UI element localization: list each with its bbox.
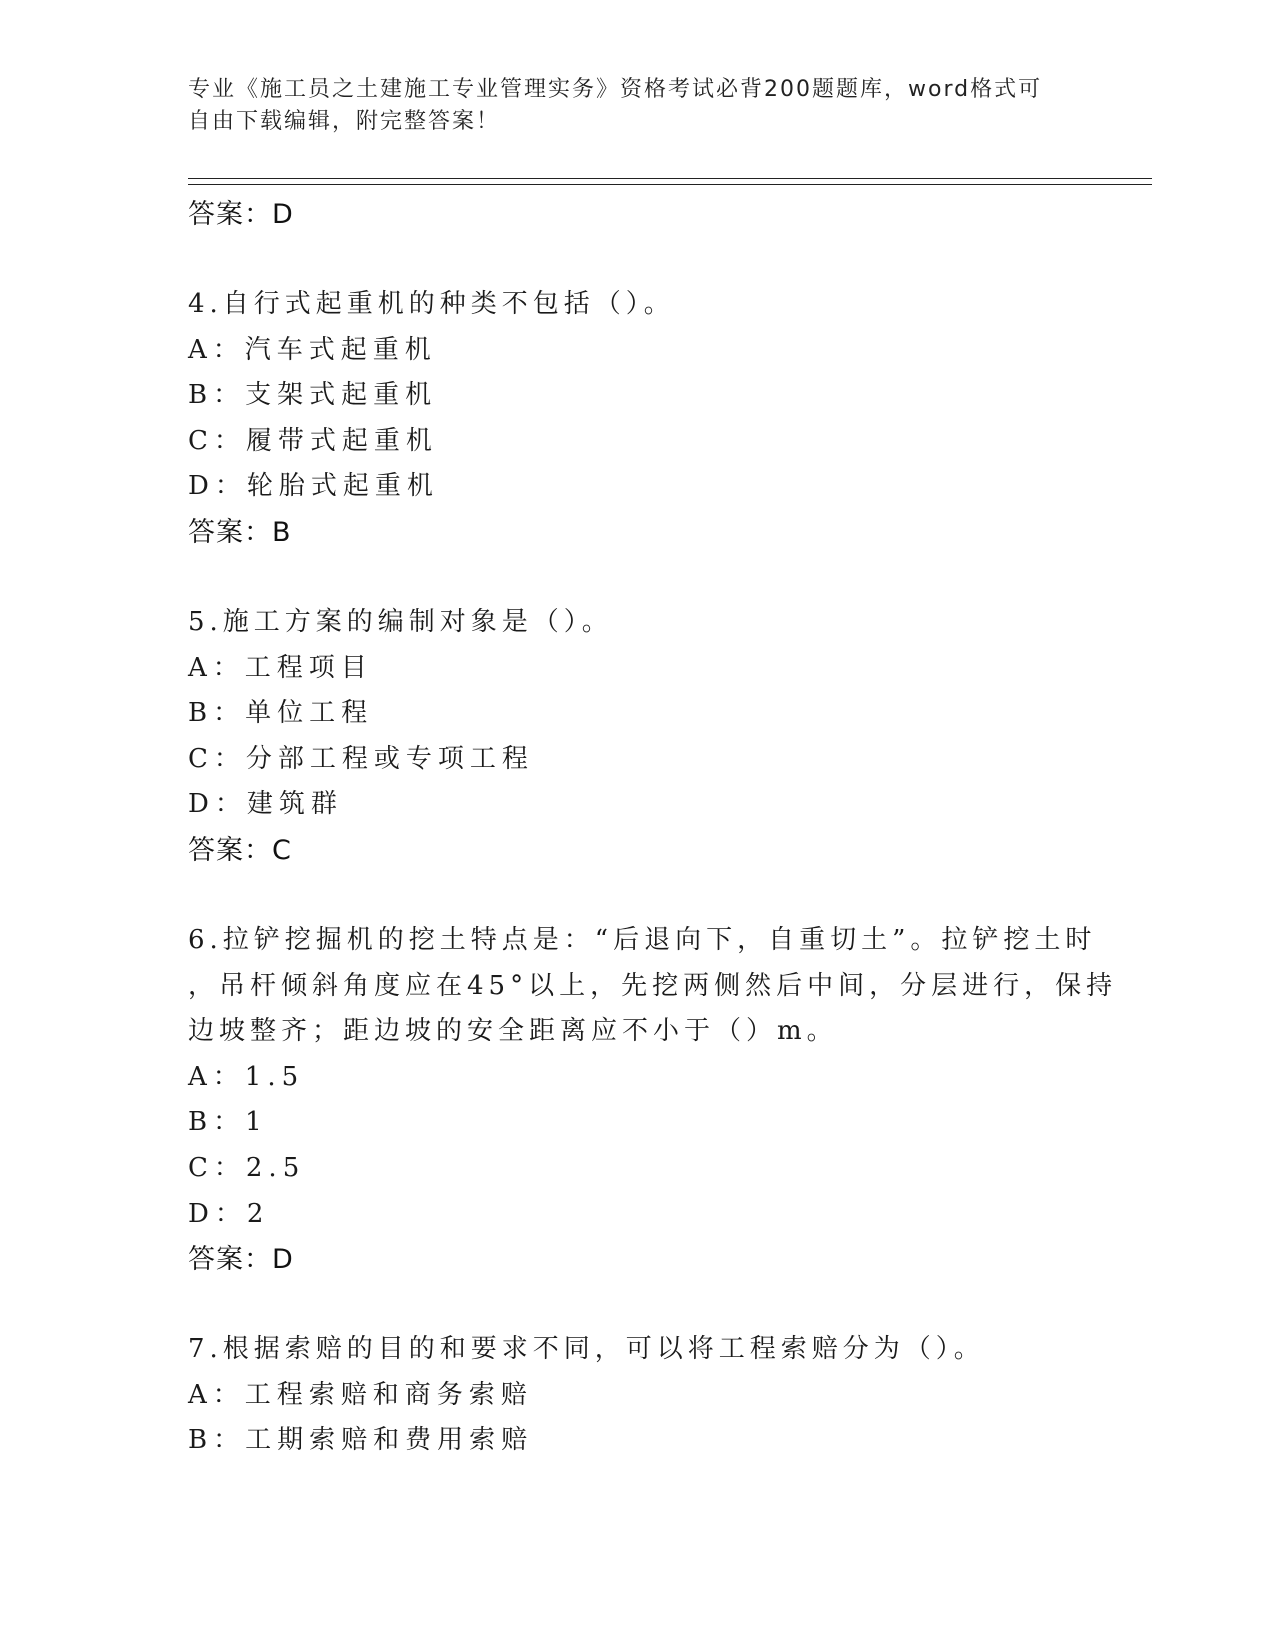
- option-d: D：2: [188, 1198, 270, 1229]
- question-stem-line-3: 边坡整齐；距边坡的安全距离应不小于（）m。: [188, 1016, 838, 1047]
- answer-line: 答案：C: [188, 834, 292, 866]
- header-line-2: 自由下载编辑，附完整答案！: [188, 109, 501, 134]
- spacer: [188, 1282, 1068, 1327]
- header-divider: [188, 178, 1152, 185]
- answer-line: 答案：B: [188, 516, 292, 548]
- option-a: A：工程项目: [188, 652, 373, 683]
- question-stem: 7.根据索赔的目的和要求不同，可以将工程索赔分为（）。: [188, 1334, 985, 1365]
- option-d: D：轮胎式起重机: [188, 471, 439, 502]
- option-b: B：支架式起重机: [188, 380, 438, 411]
- spacer: [188, 237, 1068, 282]
- question-5: [188, 600, 1068, 873]
- document-header: [188, 74, 1068, 138]
- option-a: A：汽车式起重机: [188, 334, 437, 365]
- option-c: C：履带式起重机: [188, 425, 438, 456]
- option-a: A：工程索赔和商务索赔: [188, 1379, 533, 1410]
- header-line-1: 专业《施工员之土建施工专业管理实务》资格考试必背200题题库，word格式可: [188, 77, 1043, 102]
- question-4: [188, 282, 1068, 555]
- question-stem-line-2: ，吊杆倾斜角度应在45°以上，先挖两侧然后中间，分层进行，保持: [188, 970, 1118, 1001]
- answer-line: 答案：D: [188, 1244, 294, 1276]
- option-a: A：1.5: [188, 1061, 305, 1092]
- answer-line: 答案：D: [188, 199, 294, 230]
- option-b: B：1: [188, 1107, 268, 1138]
- question-stem: 5.施工方案的编制对象是（）。: [188, 606, 613, 637]
- question-6: [188, 918, 1118, 1282]
- spacer: [188, 873, 1068, 918]
- question-7: [188, 1327, 1068, 1464]
- option-d: D：建筑群: [188, 789, 343, 820]
- option-b: B：工期索赔和费用索赔: [188, 1425, 534, 1456]
- question-stem-line-1: 6.拉铲挖掘机的挖土特点是：“后退向下，自重切土”。拉铲挖土时: [188, 924, 1097, 955]
- question-stem: 4.自行式起重机的种类不包括（）。: [188, 289, 675, 319]
- question-list: [188, 192, 1118, 1464]
- option-c: C：分部工程或专项工程: [188, 743, 534, 774]
- option-c: C：2.5: [188, 1152, 306, 1183]
- option-b: B：单位工程: [188, 698, 374, 729]
- spacer: [188, 555, 1068, 600]
